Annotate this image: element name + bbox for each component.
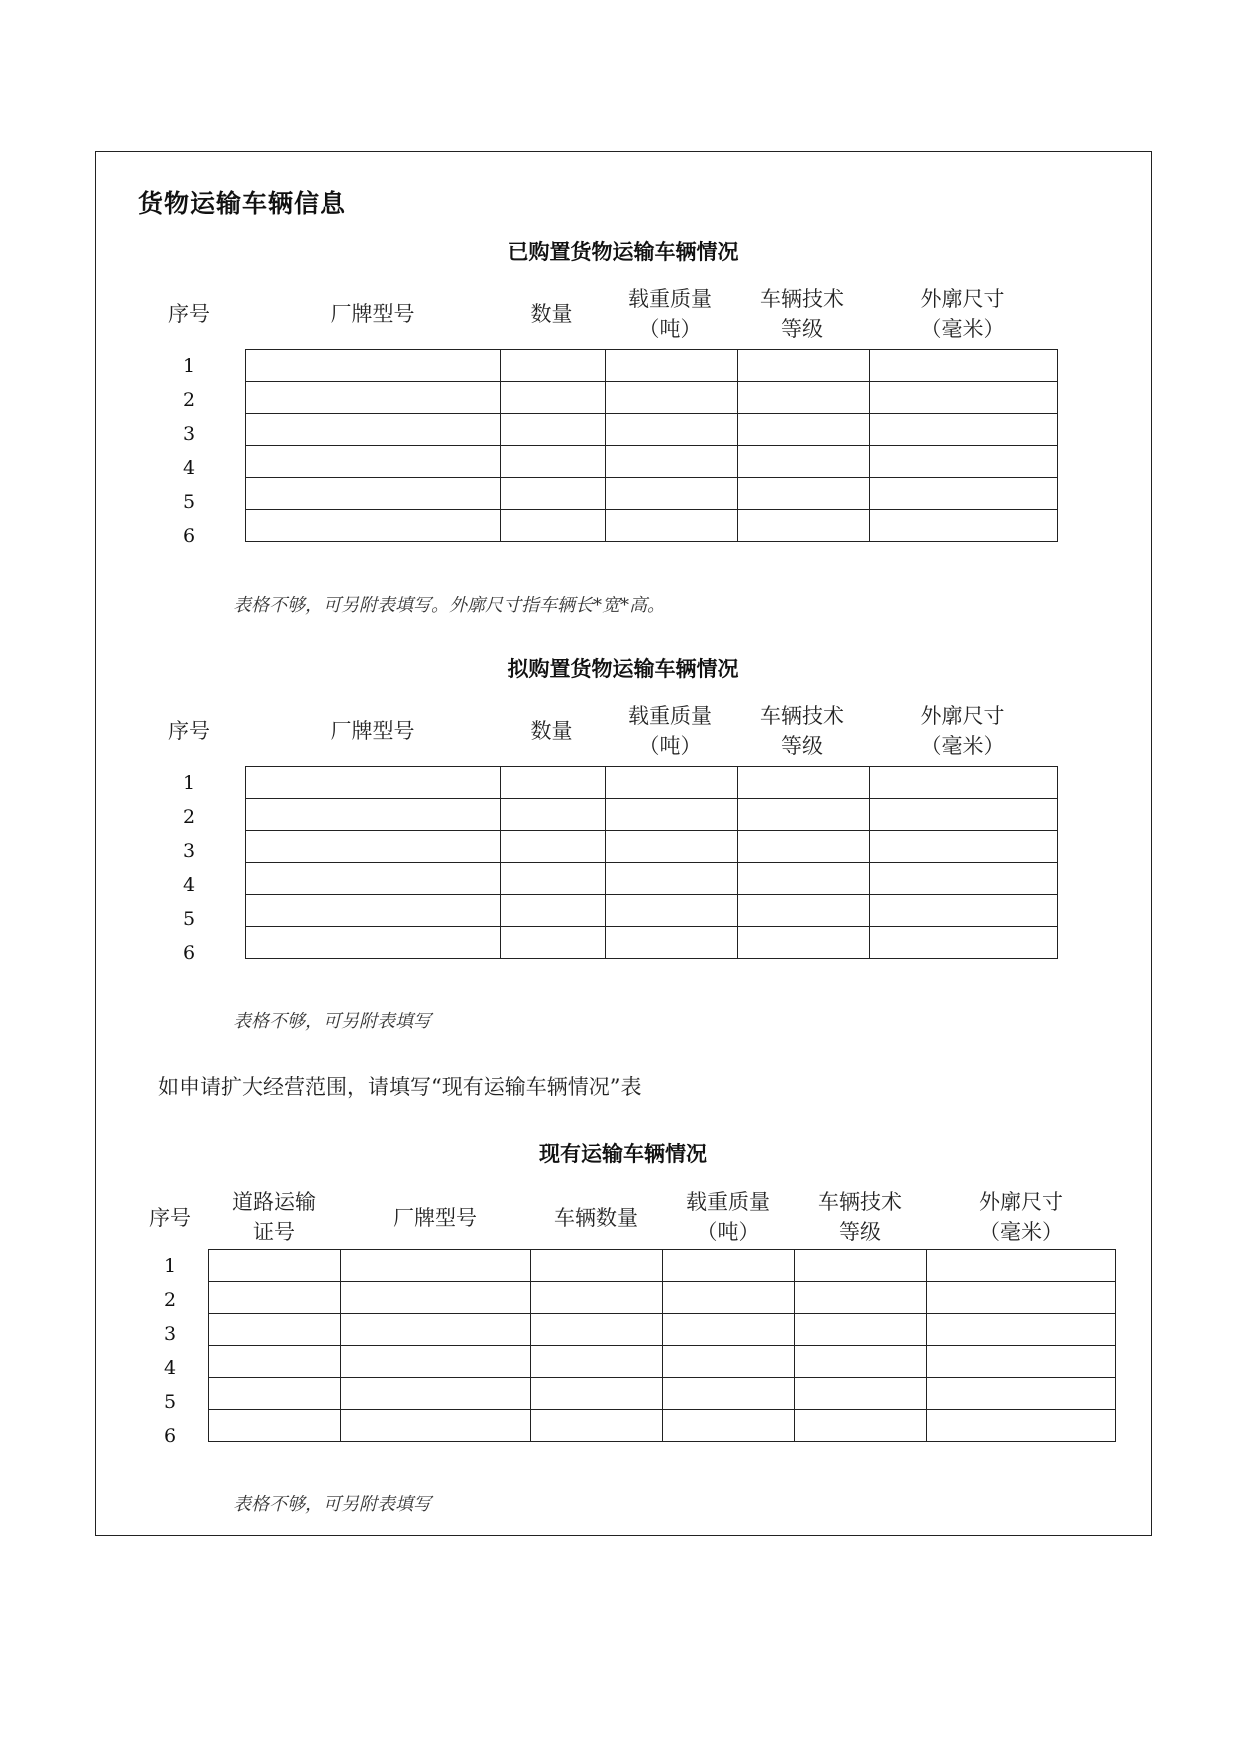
table-cell[interactable] bbox=[606, 446, 738, 478]
s2-header-load-line1: 载重质量 bbox=[628, 704, 712, 728]
table-cell[interactable] bbox=[341, 1346, 531, 1378]
table-cell[interactable] bbox=[246, 478, 501, 510]
s1-header-model: 厂牌型号 bbox=[330, 302, 415, 326]
table-cell[interactable] bbox=[870, 863, 1058, 895]
table-cell[interactable] bbox=[531, 1410, 663, 1442]
table-cell[interactable] bbox=[501, 478, 606, 510]
table-cell[interactable] bbox=[738, 350, 870, 382]
table-cell[interactable] bbox=[606, 767, 738, 799]
table-cell[interactable] bbox=[209, 1282, 341, 1314]
s2-header-grade-line2: 等级 bbox=[781, 734, 823, 758]
table-cell[interactable] bbox=[246, 895, 501, 927]
table-cell[interactable] bbox=[870, 831, 1058, 863]
s2-header-grade bbox=[736, 701, 868, 761]
table-row bbox=[246, 927, 1058, 959]
table-cell[interactable] bbox=[663, 1314, 795, 1346]
table-cell[interactable] bbox=[738, 863, 870, 895]
s3-note: 表格不够，可另附表填写 bbox=[233, 1494, 431, 1515]
s2-header-load-line2: （吨） bbox=[638, 734, 702, 758]
s2-header-model: 厂牌型号 bbox=[330, 719, 415, 743]
s2-row-number: 2 bbox=[182, 806, 196, 828]
table-cell[interactable] bbox=[209, 1346, 341, 1378]
s3-header-qty: 车辆数量 bbox=[554, 1206, 638, 1230]
table-row bbox=[246, 382, 1058, 414]
s3-row-number: 4 bbox=[163, 1357, 177, 1379]
table-cell[interactable] bbox=[738, 927, 870, 959]
table-row bbox=[246, 863, 1058, 895]
table-row bbox=[246, 767, 1058, 799]
table-cell[interactable] bbox=[501, 510, 606, 542]
s3-header-seq: 序号 bbox=[149, 1206, 191, 1230]
s1-header-load-line1: 载重质量 bbox=[628, 287, 712, 311]
table-row bbox=[246, 478, 1058, 510]
s3-header-cert bbox=[208, 1187, 340, 1247]
table-cell[interactable] bbox=[246, 767, 501, 799]
s3-header-dim-line2: （毫米） bbox=[979, 1220, 1063, 1244]
s1-note: 表格不够，可另附表填写。外廓尺寸指车辆长*宽*高。 bbox=[233, 595, 665, 616]
table-cell[interactable] bbox=[606, 350, 738, 382]
table-cell[interactable] bbox=[870, 414, 1058, 446]
table-cell[interactable] bbox=[738, 382, 870, 414]
table-cell[interactable] bbox=[870, 767, 1058, 799]
table-row bbox=[246, 446, 1058, 478]
table-cell[interactable] bbox=[341, 1410, 531, 1442]
table-row bbox=[246, 414, 1058, 446]
table-row bbox=[246, 831, 1058, 863]
table-cell[interactable] bbox=[606, 895, 738, 927]
table-cell[interactable] bbox=[870, 478, 1058, 510]
table-cell[interactable] bbox=[738, 510, 870, 542]
s3-header-model: 厂牌型号 bbox=[393, 1206, 477, 1230]
section-3-title: 现有运输车辆情况 bbox=[539, 1142, 707, 1166]
table-cell[interactable] bbox=[246, 510, 501, 542]
s1-header-grade-line2: 等级 bbox=[781, 317, 823, 341]
table-cell[interactable] bbox=[927, 1378, 1116, 1410]
table-cell[interactable] bbox=[531, 1250, 663, 1282]
s1-header-seq: 序号 bbox=[168, 302, 210, 326]
table-row bbox=[246, 510, 1058, 542]
s1-header-dim-line2: （毫米） bbox=[920, 317, 1005, 341]
table-cell[interactable] bbox=[501, 927, 606, 959]
table-cell[interactable] bbox=[209, 1378, 341, 1410]
table-cell[interactable] bbox=[663, 1346, 795, 1378]
table-cell[interactable] bbox=[738, 446, 870, 478]
table-cell[interactable] bbox=[246, 414, 501, 446]
table-cell[interactable] bbox=[501, 863, 606, 895]
s2-row-number: 5 bbox=[182, 908, 196, 930]
table-cell[interactable] bbox=[870, 382, 1058, 414]
table-row bbox=[209, 1410, 1116, 1442]
s3-header-grade-line2: 等级 bbox=[839, 1220, 881, 1244]
s1-row-number: 1 bbox=[182, 355, 196, 377]
s3-header-grade bbox=[794, 1187, 926, 1247]
table-row bbox=[246, 350, 1058, 382]
table-cell[interactable] bbox=[501, 799, 606, 831]
table-cell[interactable] bbox=[531, 1378, 663, 1410]
s2-header-grade-line1: 车辆技术 bbox=[760, 704, 844, 728]
table-cell[interactable] bbox=[606, 863, 738, 895]
s3-header-dim-line1: 外廓尺寸 bbox=[979, 1190, 1063, 1214]
s1-vehicle-table bbox=[245, 349, 1058, 542]
s2-header-qty: 数量 bbox=[530, 719, 573, 743]
table-cell[interactable] bbox=[927, 1410, 1116, 1442]
table-cell[interactable] bbox=[501, 831, 606, 863]
table-cell[interactable] bbox=[341, 1250, 531, 1282]
s1-row-number: 4 bbox=[182, 457, 196, 479]
table-row bbox=[209, 1378, 1116, 1410]
table-cell[interactable] bbox=[738, 414, 870, 446]
s1-row-number: 3 bbox=[182, 423, 196, 445]
table-cell[interactable] bbox=[246, 927, 501, 959]
s3-header-cert-line1: 道路运输 bbox=[232, 1190, 316, 1214]
table-cell[interactable] bbox=[246, 350, 501, 382]
s1-header-dim bbox=[868, 284, 1057, 344]
table-cell[interactable] bbox=[870, 927, 1058, 959]
s1-row-number: 5 bbox=[182, 491, 196, 513]
table-row bbox=[246, 799, 1058, 831]
table-cell[interactable] bbox=[341, 1282, 531, 1314]
table-cell[interactable] bbox=[501, 414, 606, 446]
table-cell[interactable] bbox=[663, 1282, 795, 1314]
s1-header-qty: 数量 bbox=[530, 302, 573, 326]
table-cell[interactable] bbox=[738, 799, 870, 831]
s3-row-number: 6 bbox=[163, 1425, 177, 1447]
table-cell[interactable] bbox=[606, 382, 738, 414]
table-cell[interactable] bbox=[927, 1282, 1116, 1314]
s3-header-grade-line1: 车辆技术 bbox=[818, 1190, 902, 1214]
s3-header-cert-line2: 证号 bbox=[253, 1220, 295, 1244]
s1-header-load-line2: （吨） bbox=[638, 317, 702, 341]
table-cell[interactable] bbox=[870, 510, 1058, 542]
table-cell[interactable] bbox=[870, 799, 1058, 831]
table-row bbox=[209, 1282, 1116, 1314]
s3-row-number: 3 bbox=[163, 1323, 177, 1345]
table-cell[interactable] bbox=[738, 831, 870, 863]
s3-header-load bbox=[662, 1187, 794, 1247]
s2-header-dim bbox=[868, 701, 1057, 761]
s1-header-dim-line1: 外廓尺寸 bbox=[920, 287, 1005, 311]
s3-header-dim bbox=[926, 1187, 1116, 1247]
s2-header-dim-line2: （毫米） bbox=[920, 734, 1005, 758]
table-cell[interactable] bbox=[501, 895, 606, 927]
s2-header-seq: 序号 bbox=[168, 719, 210, 743]
s2-header-load bbox=[604, 701, 736, 761]
s1-row-number: 6 bbox=[182, 525, 196, 547]
table-cell[interactable] bbox=[795, 1314, 927, 1346]
s3-row-number: 5 bbox=[163, 1391, 177, 1413]
table-cell[interactable] bbox=[531, 1282, 663, 1314]
table-cell[interactable] bbox=[738, 478, 870, 510]
table-cell[interactable] bbox=[246, 382, 501, 414]
s3-existing-vehicle-table bbox=[208, 1249, 1116, 1442]
section-1-title: 已购置货物运输车辆情况 bbox=[507, 240, 739, 264]
table-cell[interactable] bbox=[663, 1410, 795, 1442]
table-row bbox=[209, 1314, 1116, 1346]
table-cell[interactable] bbox=[927, 1250, 1116, 1282]
s1-header-grade bbox=[736, 284, 868, 344]
table-cell[interactable] bbox=[501, 382, 606, 414]
table-cell[interactable] bbox=[501, 350, 606, 382]
table-cell[interactable] bbox=[501, 767, 606, 799]
page-title: 货物运输车辆信息 bbox=[138, 189, 347, 218]
table-cell[interactable] bbox=[246, 799, 501, 831]
table-cell[interactable] bbox=[738, 895, 870, 927]
table-cell[interactable] bbox=[795, 1346, 927, 1378]
s3-row-number: 2 bbox=[163, 1289, 177, 1311]
table-row bbox=[246, 895, 1058, 927]
table-cell[interactable] bbox=[606, 510, 738, 542]
table-cell[interactable] bbox=[531, 1314, 663, 1346]
table-cell[interactable] bbox=[927, 1314, 1116, 1346]
s2-vehicle-table bbox=[245, 766, 1058, 959]
s2-row-number: 6 bbox=[182, 942, 196, 964]
table-row bbox=[209, 1346, 1116, 1378]
s2-row-number: 1 bbox=[182, 772, 196, 794]
s2-row-number: 3 bbox=[182, 840, 196, 862]
table-cell[interactable] bbox=[870, 350, 1058, 382]
s1-row-number: 2 bbox=[182, 389, 196, 411]
expand-scope-instruction: 如申请扩大经营范围，请填写“现有运输车辆情况”表 bbox=[158, 1075, 642, 1099]
table-cell[interactable] bbox=[870, 446, 1058, 478]
table-cell[interactable] bbox=[606, 414, 738, 446]
table-cell[interactable] bbox=[795, 1378, 927, 1410]
s3-header-load-line1: 载重质量 bbox=[686, 1190, 770, 1214]
table-cell[interactable] bbox=[606, 478, 738, 510]
table-cell[interactable] bbox=[341, 1378, 531, 1410]
table-cell[interactable] bbox=[606, 799, 738, 831]
section-2-title: 拟购置货物运输车辆情况 bbox=[507, 657, 739, 681]
table-cell[interactable] bbox=[663, 1378, 795, 1410]
table-row bbox=[209, 1250, 1116, 1282]
s2-header-dim-line1: 外廓尺寸 bbox=[920, 704, 1005, 728]
table-cell[interactable] bbox=[606, 831, 738, 863]
table-cell[interactable] bbox=[209, 1314, 341, 1346]
table-cell[interactable] bbox=[795, 1282, 927, 1314]
s2-note: 表格不够，可另附表填写 bbox=[233, 1011, 431, 1032]
s2-row-number: 4 bbox=[182, 874, 196, 896]
table-cell[interactable] bbox=[663, 1250, 795, 1282]
table-cell[interactable] bbox=[531, 1346, 663, 1378]
table-cell[interactable] bbox=[341, 1314, 531, 1346]
table-cell[interactable] bbox=[246, 446, 501, 478]
table-cell[interactable] bbox=[795, 1250, 927, 1282]
table-cell[interactable] bbox=[246, 863, 501, 895]
table-cell[interactable] bbox=[209, 1250, 341, 1282]
s1-header-grade-line1: 车辆技术 bbox=[760, 287, 844, 311]
table-cell[interactable] bbox=[501, 446, 606, 478]
table-cell[interactable] bbox=[606, 927, 738, 959]
table-cell[interactable] bbox=[795, 1410, 927, 1442]
table-cell[interactable] bbox=[927, 1346, 1116, 1378]
table-cell[interactable] bbox=[738, 767, 870, 799]
table-cell[interactable] bbox=[246, 831, 501, 863]
table-cell[interactable] bbox=[209, 1410, 341, 1442]
s1-header-load bbox=[604, 284, 736, 344]
table-cell[interactable] bbox=[870, 895, 1058, 927]
s3-header-load-line2: （吨） bbox=[696, 1220, 760, 1244]
s3-row-number: 1 bbox=[163, 1255, 177, 1277]
